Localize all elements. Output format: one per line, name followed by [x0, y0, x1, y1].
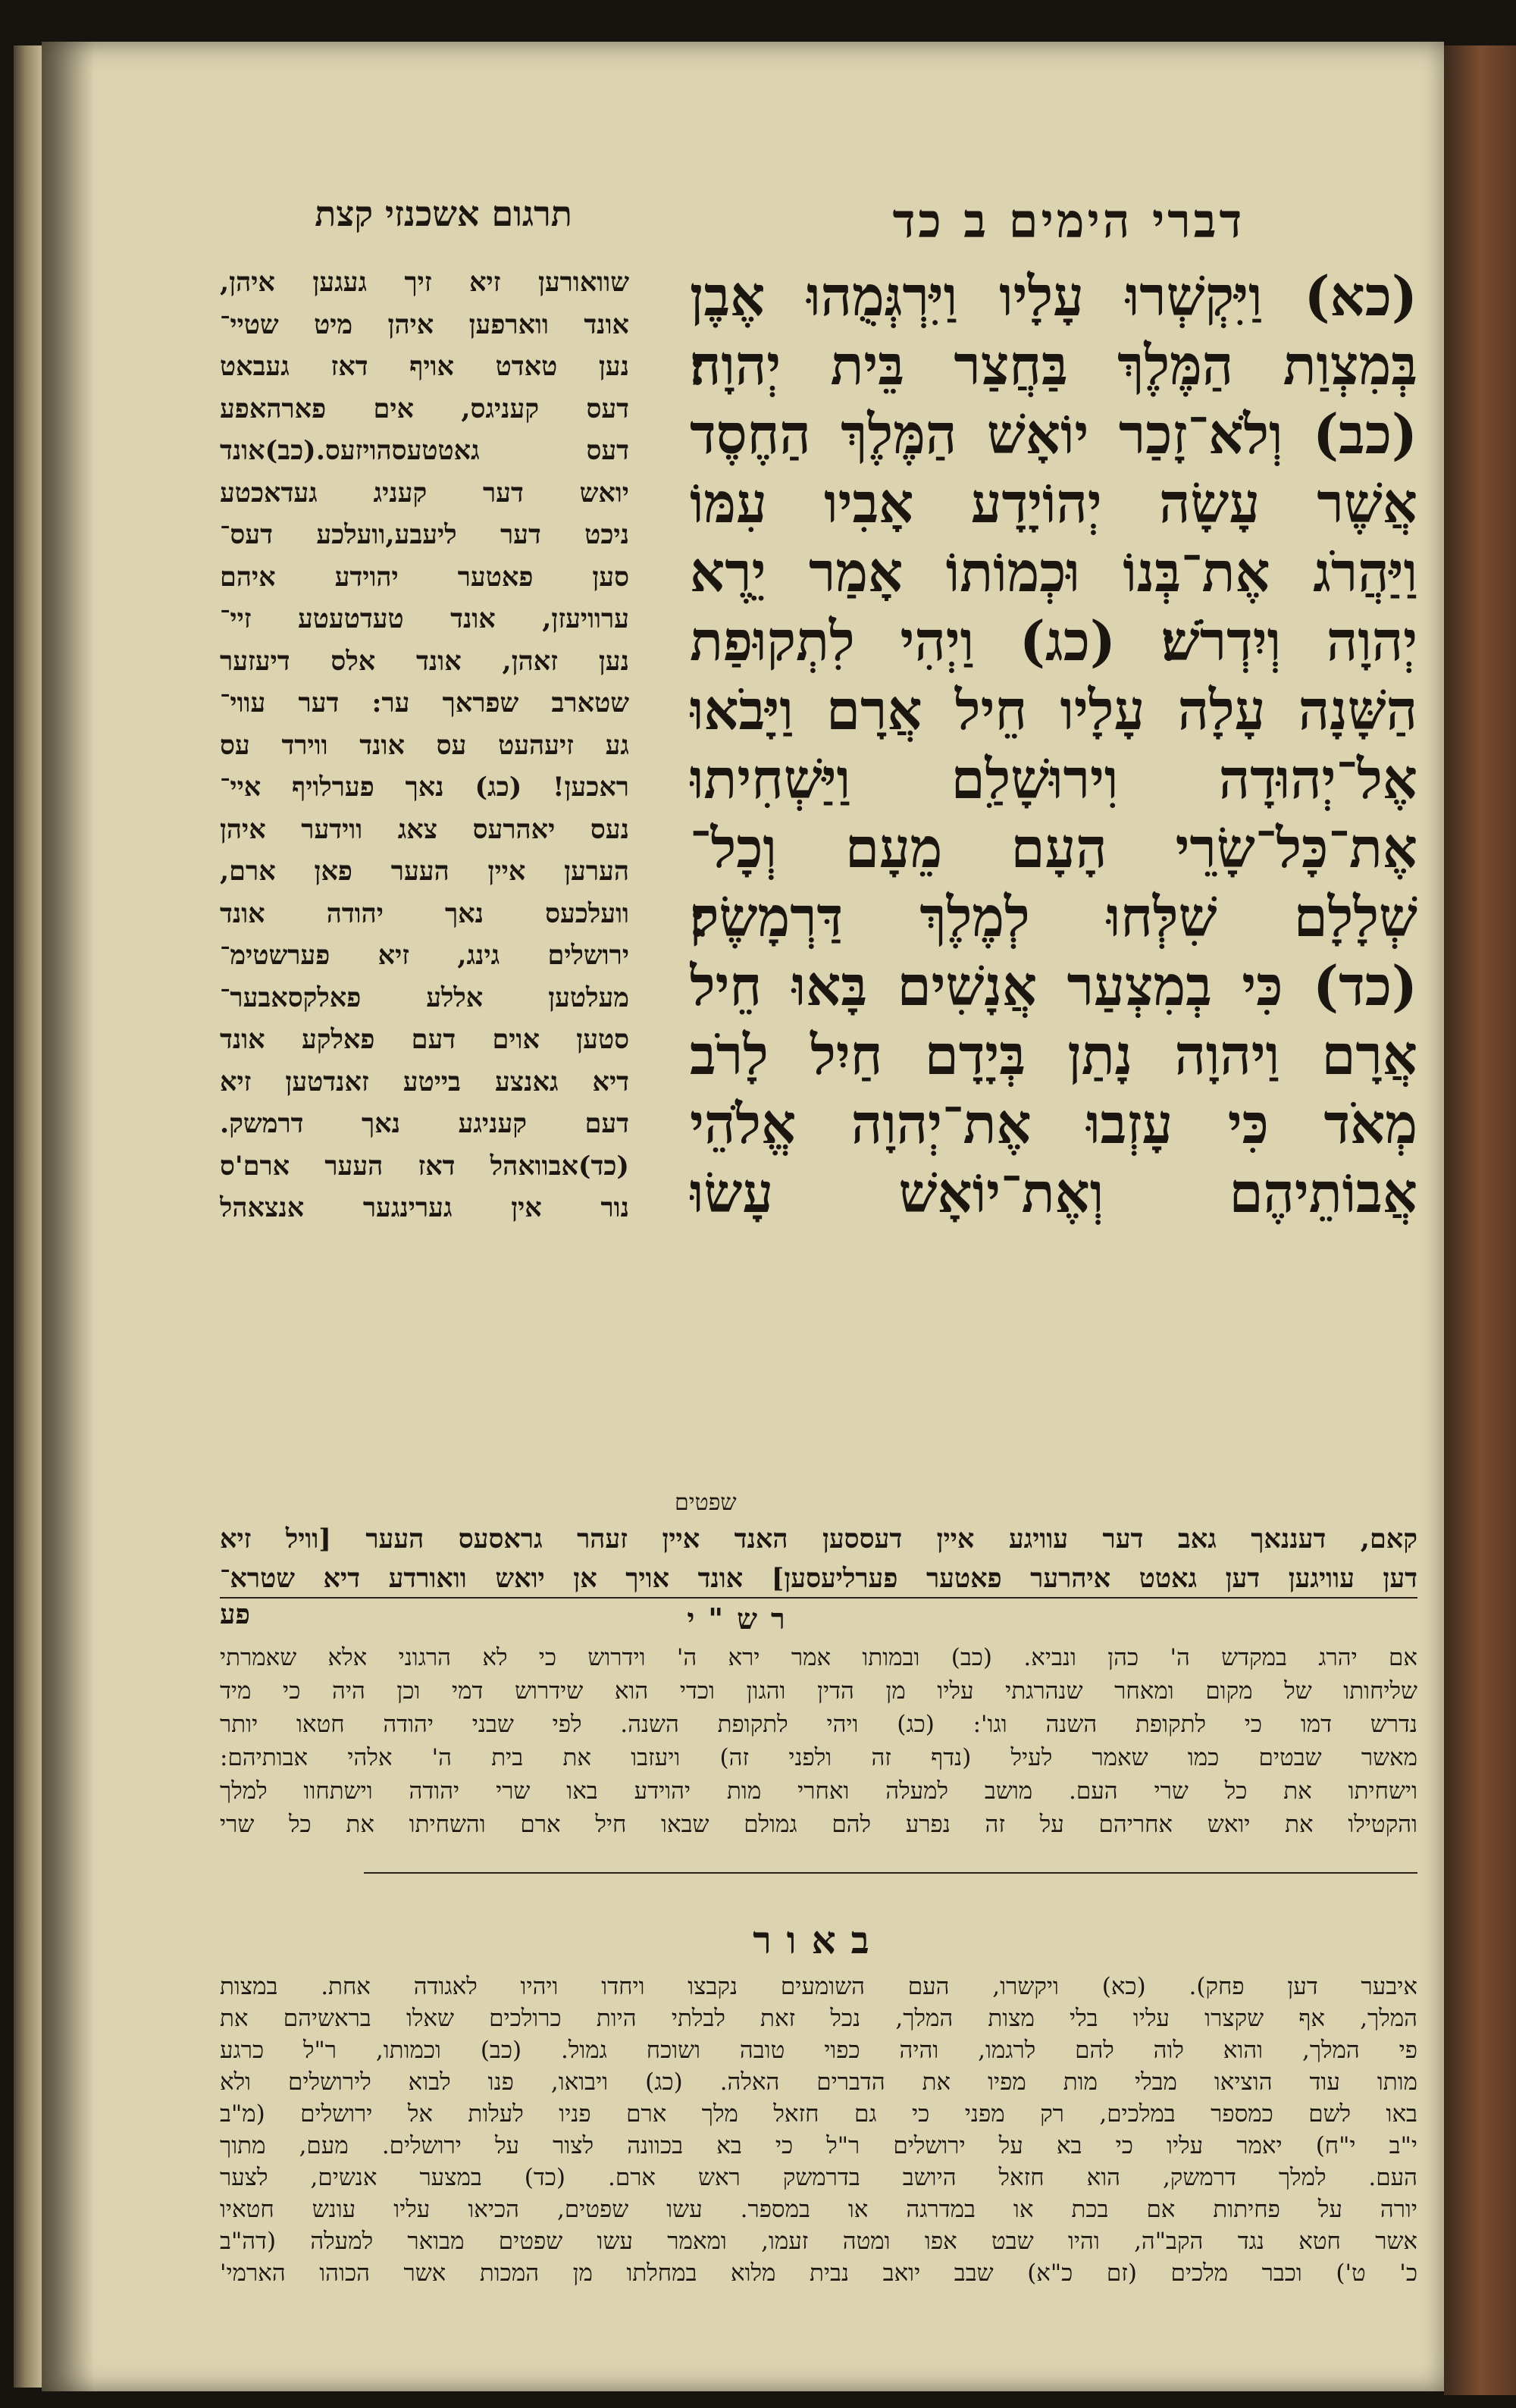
main-text-line: אֲשֶׁר עָשָׂה יְהוֹיָדָע אָבִיו עִמּוֹ — [690, 471, 1417, 535]
yiddish-line: ירושלים גינג, זיא פערשטימ־ — [220, 940, 629, 971]
biur-line: מותו עוד הוציאו מבלי מות מפיו את הדברים האלה. (כג) ויבואו, פנו לבוא לירושלים ולא — [220, 2068, 1417, 2096]
catchword-bottom: פע — [220, 1599, 250, 1630]
biur-line: פי המלך, והוא לוה להם לרגמו, והיה כפוי טובה ושוכח גמול. (כב) וכמותו, ר"ל כרגע — [220, 2037, 1417, 2064]
yiddish-line: ערוויעזן, אונד טעדטעטע זיי־ — [220, 603, 629, 634]
rashi-line: וישחיתו את כל שרי העם. מושב למעלה ואחרי מות יהוידע באו שרי יהודה וישתחוו למלך — [220, 1777, 1417, 1805]
rashi-commentary — [220, 1641, 1417, 1841]
yiddish-cont-line: קאם, דעננאך גאב דער עוויגע איין דעססען האנד איין זעהר גראסעס העער [וויל זיא — [220, 1523, 1417, 1555]
rashi-line: מאשר שבטים כמו שאמר לעיל (נדף זה ולפני זה) ויעזבו את בית ה' אלהי אבותיהם: — [220, 1744, 1417, 1771]
main-text-line: יְהוָה וְיִדְרֹשׁ׃ (כג) וַיְהִי לִתְקוּפַת — [690, 609, 1417, 673]
biur-line: יורה על פחיתות אם בכת או במדרגה או במספר. עשו שפטים, הכיאו עליו עונש חטאיו — [220, 2196, 1417, 2223]
yiddish-line: הערען איין העער פאן ארם, — [220, 856, 629, 887]
yiddish-translation-column — [220, 261, 629, 1229]
main-text-line: אֲרָם וַיהוָה נָתַן בְּיָדָם חַיִל לָרֹב — [690, 1022, 1417, 1087]
yiddish-line: נען טאדט אויף דאז געבאט — [220, 351, 629, 382]
main-text-line: אֶת־כָּל־שָׂרֵי הָעָם מֵעָם וְכָל־ — [690, 816, 1417, 880]
biur-commentary — [220, 1971, 1417, 2289]
yiddish-line: וועלכעס נאך יהודה אונד — [220, 897, 629, 929]
yiddish-line: נען זאהן, אונד אלס דיעזער — [220, 645, 629, 677]
rashi-line: שליחותו של מקום ומאחר שנהרגתי עליו מן הדין והגון וכדי הוא שידרוש דמי וכן היה כי מיד — [220, 1677, 1417, 1705]
biur-line: איבער דען פחק). (כא) ויקשרו, העם השומעים נקבצו ויחדו ויהיו לאגודה אחת. במצות — [220, 1973, 1417, 2000]
yiddish-line: אונד ווארפען איהן מיט שטיי־ — [220, 308, 629, 340]
yiddish-line: שטארב שפראך ער: דער עווי־ — [220, 687, 629, 719]
main-text-line: שְׁלָלָם שִׁלְּחוּ לְמֶלֶךְ דַּרְמָשֶׂק׃ — [690, 885, 1417, 949]
rashi-header — [220, 1597, 1417, 1636]
main-text-line: בְּמִצְוַת הַמֶּלֶךְ בַּחֲצַר בֵּית יְהוָה׃ — [690, 333, 1417, 397]
rashi-line: והקטילו את יואש אחריהם על זה נפרע להם גמולם שבאו חיל ארם והשחיתו את כל שרי — [220, 1811, 1417, 1838]
main-text-line: הַשָּׁנָה עָלָה עָלָיו חֵיל אֲרָם וַיָּבֹאוּ — [690, 678, 1417, 742]
main-text-line: מְאֹד כִּי עָזְבוּ אֶת־יְהוָה אֱלֹהֵי — [690, 1091, 1417, 1156]
running-header-translation: תרגום אשכנזי קצת — [315, 193, 572, 234]
yiddish-line: ראכען! (כג) נאך פערלויף איי־ — [220, 772, 629, 803]
biur-title: באור — [753, 1918, 885, 1962]
running-header-book: דברי הימים ב כד — [892, 193, 1245, 249]
yiddish-line: שוואורען זיא זיך געגען איהן, — [220, 267, 629, 298]
yiddish-line: דעם קעניגע נאך דרמשק. — [220, 1108, 629, 1139]
yiddish-line: סען פאטער יהוידע איהם — [220, 561, 629, 593]
yiddish-line: דעס קעניגס, אים פארהאפע — [220, 393, 629, 424]
yiddish-line: (כד)אבוואהל דאז העער ארם'ס — [220, 1150, 629, 1182]
biur-line: י"ב י"ח) יאמר עליו כי בא על ירושלים ר"ל כי בא בכוונה לצור על ירושלים. מעם, מתוך — [220, 2132, 1417, 2159]
yiddish-line: גע זיעהעט עס אונד ווירד עס — [220, 729, 629, 761]
rashi-line: נדרש דמו כי לתקופת השנה וגו': (כג) ויהי לתקופת השנה. לפי שבני יהודה חטאו יותר — [220, 1711, 1417, 1738]
biur-line: המלך, אף שקצרו עליו בלי מצות המלך, נכל זאת לבלתי היות כרולכים שאלו בראשיהם את — [220, 2005, 1417, 2032]
yiddish-continuation — [220, 1520, 1417, 1599]
rashi-line: אם יהרג במקדש ה' כהן ונביא. (כב) ובמותו אמר ירא ה' וידרוש כי לא הרגוני אלא שאמרתי — [220, 1644, 1417, 1671]
yiddish-line: יואש דער קעניג געדאכטע — [220, 477, 629, 509]
section-divider — [364, 1872, 1417, 1874]
yiddish-line: נור אין גערינגער אנצאהל — [220, 1192, 629, 1223]
spine-shadow — [42, 42, 95, 2391]
yiddish-line: ניכט דער ליעבע,וועלכע דעס־ — [220, 519, 629, 550]
yiddish-line: דעס גאטטעסהויזעס.(כב)אונד — [220, 435, 629, 466]
rashi-title: רש"י — [687, 1602, 799, 1636]
main-text-line: (כא) וַיִּקְשְׁרוּ עָלָיו וַיִּרְגְּמֻהוּ אֶבֶן — [690, 264, 1417, 328]
binding-strip — [1444, 45, 1516, 2395]
biur-line: אשר חטא נגד הקב"ה, והיו שבט אפו ומטה זעמו, ומאמר עשו שפטים מבואר למעלה (דה"ב — [220, 2228, 1417, 2255]
main-text-line: (כב) וְלֹא־זָכַר יוֹאָשׁ הַמֶּלֶךְ הַחֶסֶד — [690, 402, 1417, 466]
catchword-main: שפטים — [675, 1489, 737, 1516]
hebrew-main-text — [690, 261, 1417, 1227]
main-text-line: אֲבוֹתֵיהֶם וְאֶת־יוֹאָשׁ עָשׂוּ — [690, 1160, 1417, 1225]
yiddish-cont-line: דען עוויגען דען גאטט איהרער פאטער פערליעסען] אונד אויך אן יואש וואורדע דיא שטרא־ — [220, 1563, 1417, 1594]
main-text-line: (כד) כִּי בְמִצְעַר אֲנָשִׁים בָּאוּ חֵיל — [690, 953, 1417, 1018]
page-edge — [14, 45, 44, 2388]
yiddish-line: דיא גאנצע בייטע זאנדטען זיא — [220, 1066, 629, 1098]
page-content — [220, 193, 1417, 2369]
yiddish-line: נעס יאהרעס צאג ווידער איהן — [220, 813, 629, 845]
yiddish-line: מעלטען אללע פאלקסאבער־ — [220, 982, 629, 1013]
biur-line: באו לשם כמספר במלכים, רק מפני כי גם חזאל מלך ארם פניו לעלות אל ירושלים (מ"ב — [220, 2100, 1417, 2128]
main-text-line: אֶל־יְהוּדָה וִירוּשָׁלִַם וַיַּשְׁחִיתוּ — [690, 747, 1417, 811]
main-text-line: וַיַּהֲרֹג אֶת־בְּנוֹ וּכְמוֹתוֹ אָמַר יֵרֶא — [690, 540, 1417, 604]
yiddish-line: סטען אוים דעם פאלקע אונד — [220, 1024, 629, 1055]
biur-line: העם. למלך דרמשק, הוא חזאל היושב בדרמשק ראש ארם. (כד) במצער אנשים, לצער — [220, 2164, 1417, 2191]
biur-line: כ' ט') וכבר מלכים (זם כ"א) שבב יואב נבית מלוא במחלתו מן המכות אשר הכוהו הארמי' — [220, 2259, 1417, 2287]
